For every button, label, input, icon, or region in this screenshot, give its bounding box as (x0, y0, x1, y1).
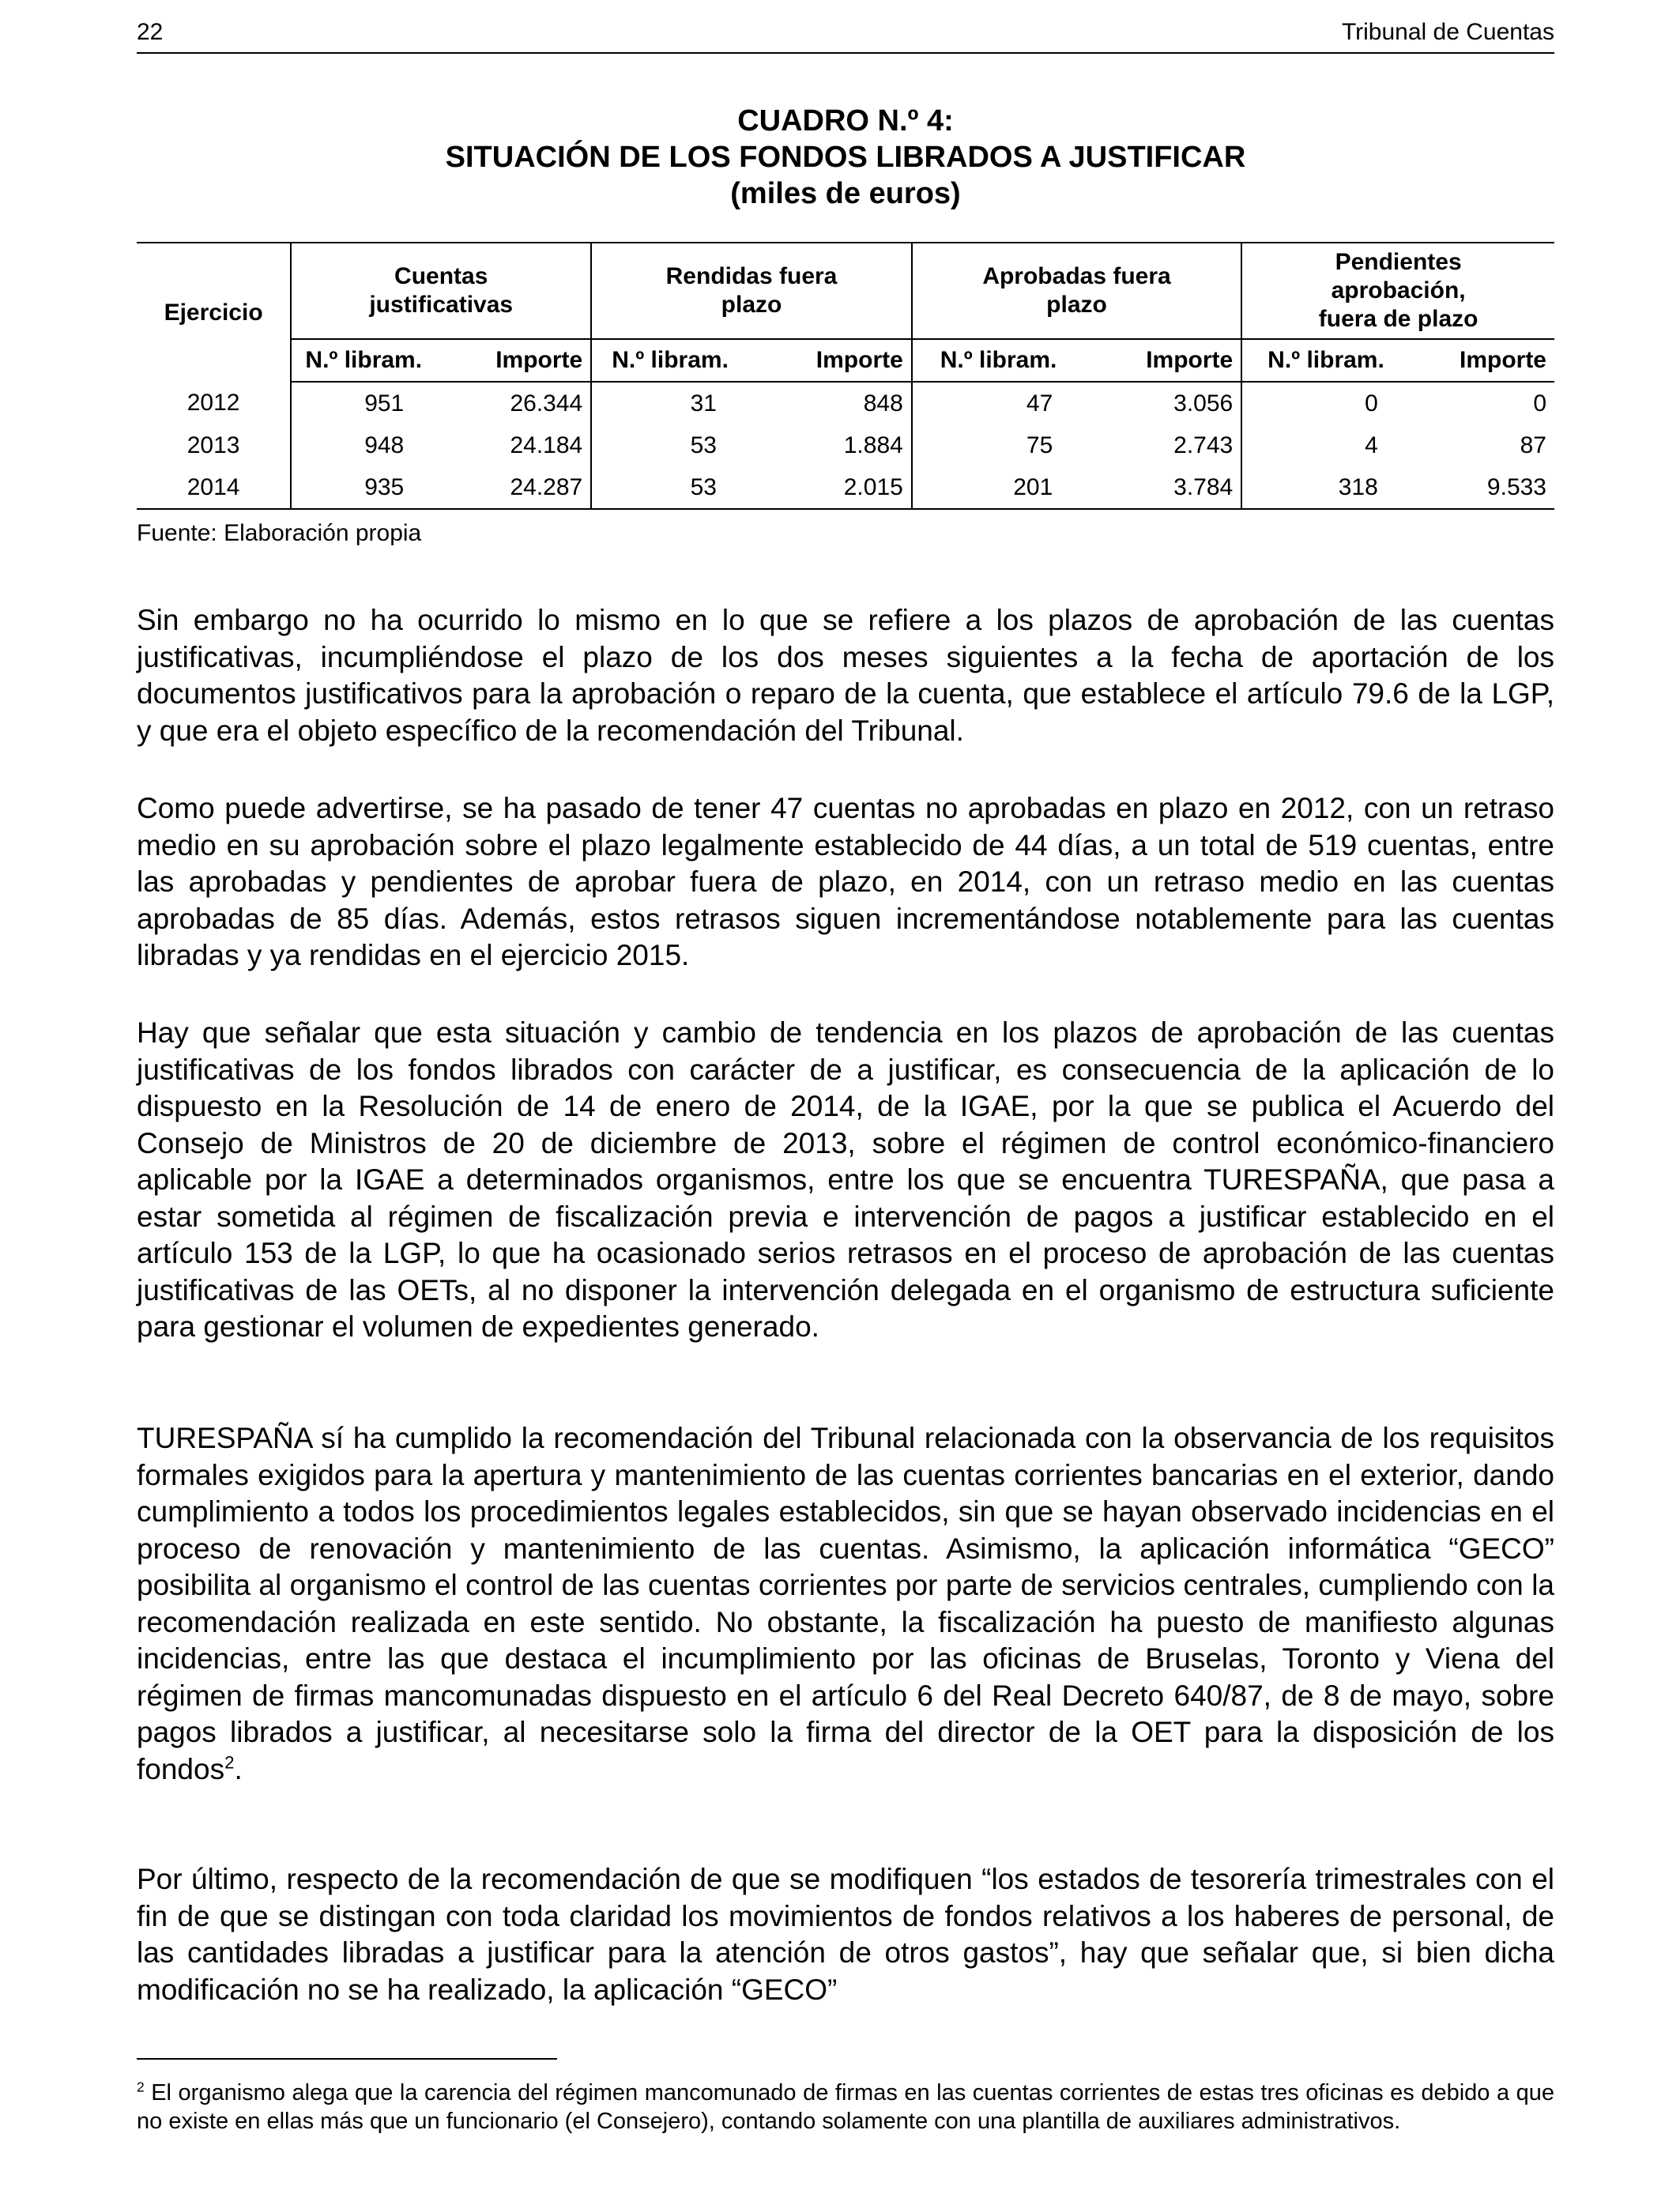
table-row (137, 424, 1554, 466)
paragraph-2: Como puede advertirse, se ha pasado de tener 47 cuentas no aprobadas en plazo en 2012, con un retraso medio en su aprobación sobre el plazo legalmente establecido de 44 días, a un total de 519 cuentas, entre las aprobadas y pendientes de aprobar fuera de plazo, en 2014, con un retraso medio en las cuentas aprobadas de 85 días. Además, estos retrasos siguen incrementándose notablemente para las cuentas libradas y ya rendidas en el ejercicio 2015. (137, 792, 1554, 971)
table-cell: 201 (912, 466, 1084, 509)
table-subheader-row (137, 339, 1554, 382)
group-line: plazo (1046, 292, 1107, 318)
paragraph-5: Por último, respecto de la recomendación de que se modifiquen “los estados de tesorería trimestrales con el fin de que se distingan con toda claridad los movimientos de fondos relativos a los haberes de personal, de las cantidades libradas a justificar para la atención de otros gastos”, hay que señalar que, si bien dicha modificación no se ha realizado, la aplicación “GECO” (137, 1863, 1554, 2006)
table-cell: 0 (1241, 382, 1410, 424)
table-row (137, 382, 1554, 424)
table-cell: 318 (1241, 466, 1410, 509)
table-cell: 26.344 (510, 390, 583, 417)
paragraph-4-text: TURESPAÑA sí ha cumplido la recomendación del Tribunal relacionada con la observancia de los requisitos formales exigidos para la apertura y mantenimiento de las cuentas corrientes bancarias en el exterior, dando cumplimiento a todos los procedimientos legales establecidos, sin que se hayan observado incidencias en el proceso de renovación y mantenimiento de las cuentas. Asimismo, la aplicación informática “GECO” posibilita al organismo el control de las cuentas corrientes por parte de servicios centrales, cumpliendo con la recomendación realizada en este sentido. No obstante, la fiscalización ha puesto de manifiesto algunas incidencias, entre las que destaca el incumplimiento por las oficinas de Bruselas, Toronto y Viena del régimen de firmas mancomunadas dispuesto en el artículo 6 del Real Decreto 640/87, de 8 de mayo, sobre pagos librados a justificar, al necesitarse solo la firma del director de la OET para la disposición de los fondos (137, 1422, 1554, 1785)
group-line: Cuentas (394, 263, 488, 289)
table-title (137, 103, 1554, 212)
sub-nlibram: N.º libram. (291, 339, 435, 382)
table-row (137, 466, 1554, 509)
paragraph-4 (137, 1420, 1554, 1788)
cell-year: 2013 (186, 432, 240, 458)
footnote (137, 2079, 1554, 2136)
table-cell: 935 (291, 466, 435, 509)
footnote-text: El organismo alega que la carencia del régimen mancomunado de firmas en las cuentas corrientes de estas tres oficinas es debido a que no existe en ellas más que un funcionario (el Consejero), contando solamente con una plantilla de auxiliares administrativos. (137, 2080, 1554, 2134)
title-line-1: CUADRO N.º 4: (737, 104, 954, 138)
sub-importe: Importe (1410, 339, 1554, 382)
group-line: justificativas (369, 292, 514, 318)
paragraph-3: Hay que señalar que esta situación y cambio de tendencia en los plazos de aprobación de las cuentas justificativas de los fondos librados con carácter de a justificar, es consecuencia de la aplicación de lo dispuesto en la Resolución de 14 de enero de 2014, de la IGAE, por la que se publica el Acuerdo del Consejo de Ministros de 20 de diciembre de 2013, sobre el régimen de control económico-financiero aplicable por la IGAE a determinados organismos, entre los que se encuentra TURESPAÑA, que pasa a estar sometida al régimen de fiscalización previa e intervención de pagos a justificar establecido en el artículo 153 de la LGP, lo que ha ocasionado serios retrasos en el proceso de aprobación de las cuentas justificativas de las OETs, al no disponer la intervención delegada en el organismo de estructura suficiente para gestionar el volumen de expedientes generado. (137, 1016, 1554, 1343)
cell-year: 2014 (137, 466, 291, 509)
title-line-3: (miles de euros) (730, 177, 961, 210)
footnote-number: 2 (137, 2079, 145, 2095)
header-group-pendientes (1241, 243, 1554, 339)
table-cell: 9.533 (1410, 466, 1554, 509)
header-institution: Tribunal de Cuentas (1341, 19, 1554, 45)
table-cell: 2.015 (748, 466, 912, 509)
cell-year: 2012 (186, 390, 240, 416)
table-cell: 848 (863, 390, 903, 417)
header-group-rendidas (591, 243, 912, 339)
group-line: Pendientes (1335, 249, 1462, 275)
table-cell: 948 (291, 424, 435, 466)
group-line: Aprobadas fuera (982, 263, 1171, 289)
group-line: plazo (721, 292, 782, 318)
header-ejercicio: Ejercicio (137, 243, 291, 382)
table-cell: 0 (1533, 390, 1546, 417)
table-cell: 31 (591, 382, 748, 424)
group-line: fuera de plazo (1318, 306, 1478, 332)
paragraph-4-end: . (234, 1752, 243, 1785)
sub-importe: Importe (1084, 339, 1241, 382)
table-cell: 1.884 (843, 432, 903, 458)
table-cell: 951 (291, 382, 435, 424)
table-cell: 4 (1241, 424, 1410, 466)
sub-nlibram: N.º libram. (591, 339, 748, 382)
table-header-row (137, 243, 1554, 339)
table-cell: 3.784 (1084, 466, 1241, 509)
page-header (137, 17, 1554, 54)
table-cell: 2.743 (1173, 432, 1234, 458)
header-group-aprobadas (912, 243, 1241, 339)
table-source: Fuente: Elaboración propia (137, 520, 422, 546)
table-cell: 75 (912, 424, 1084, 466)
table-cell: 53 (591, 466, 748, 509)
sub-nlibram: N.º libram. (1241, 339, 1410, 382)
funds-table (137, 242, 1554, 510)
sub-importe: Importe (435, 339, 591, 382)
table-cell: 87 (1520, 432, 1546, 458)
table-cell: 47 (912, 382, 1084, 424)
header-group-cuentas (291, 243, 591, 339)
page-number: 22 (137, 19, 164, 45)
table-cell: 53 (591, 424, 748, 466)
footnote-ref[interactable]: 2 (224, 1752, 235, 1773)
table-cell: 3.056 (1173, 390, 1234, 417)
table-cell: 24.287 (435, 466, 591, 509)
group-line: Rendidas fuera (665, 263, 838, 289)
footnote-divider (137, 2058, 557, 2060)
sub-importe: Importe (748, 339, 912, 382)
title-line-2: SITUACIÓN DE LOS FONDOS LIBRADOS A JUSTIFICAR (445, 141, 1246, 174)
paragraph-1: Sin embargo no ha ocurrido lo mismo en lo que se refiere a los plazos de aprobación de las cuentas justificativas, incumpliéndose el plazo de los dos meses siguientes a la fecha de aportación de los documentos justificativos para la aprobación o reparo de la cuenta, que establece el artículo 79.6 de la LGP, y que era el objeto específico de la recomendación del Tribunal. (137, 604, 1554, 747)
table-cell: 24.184 (510, 432, 583, 458)
sub-nlibram: N.º libram. (912, 339, 1084, 382)
group-line: aprobación, (1331, 277, 1466, 303)
